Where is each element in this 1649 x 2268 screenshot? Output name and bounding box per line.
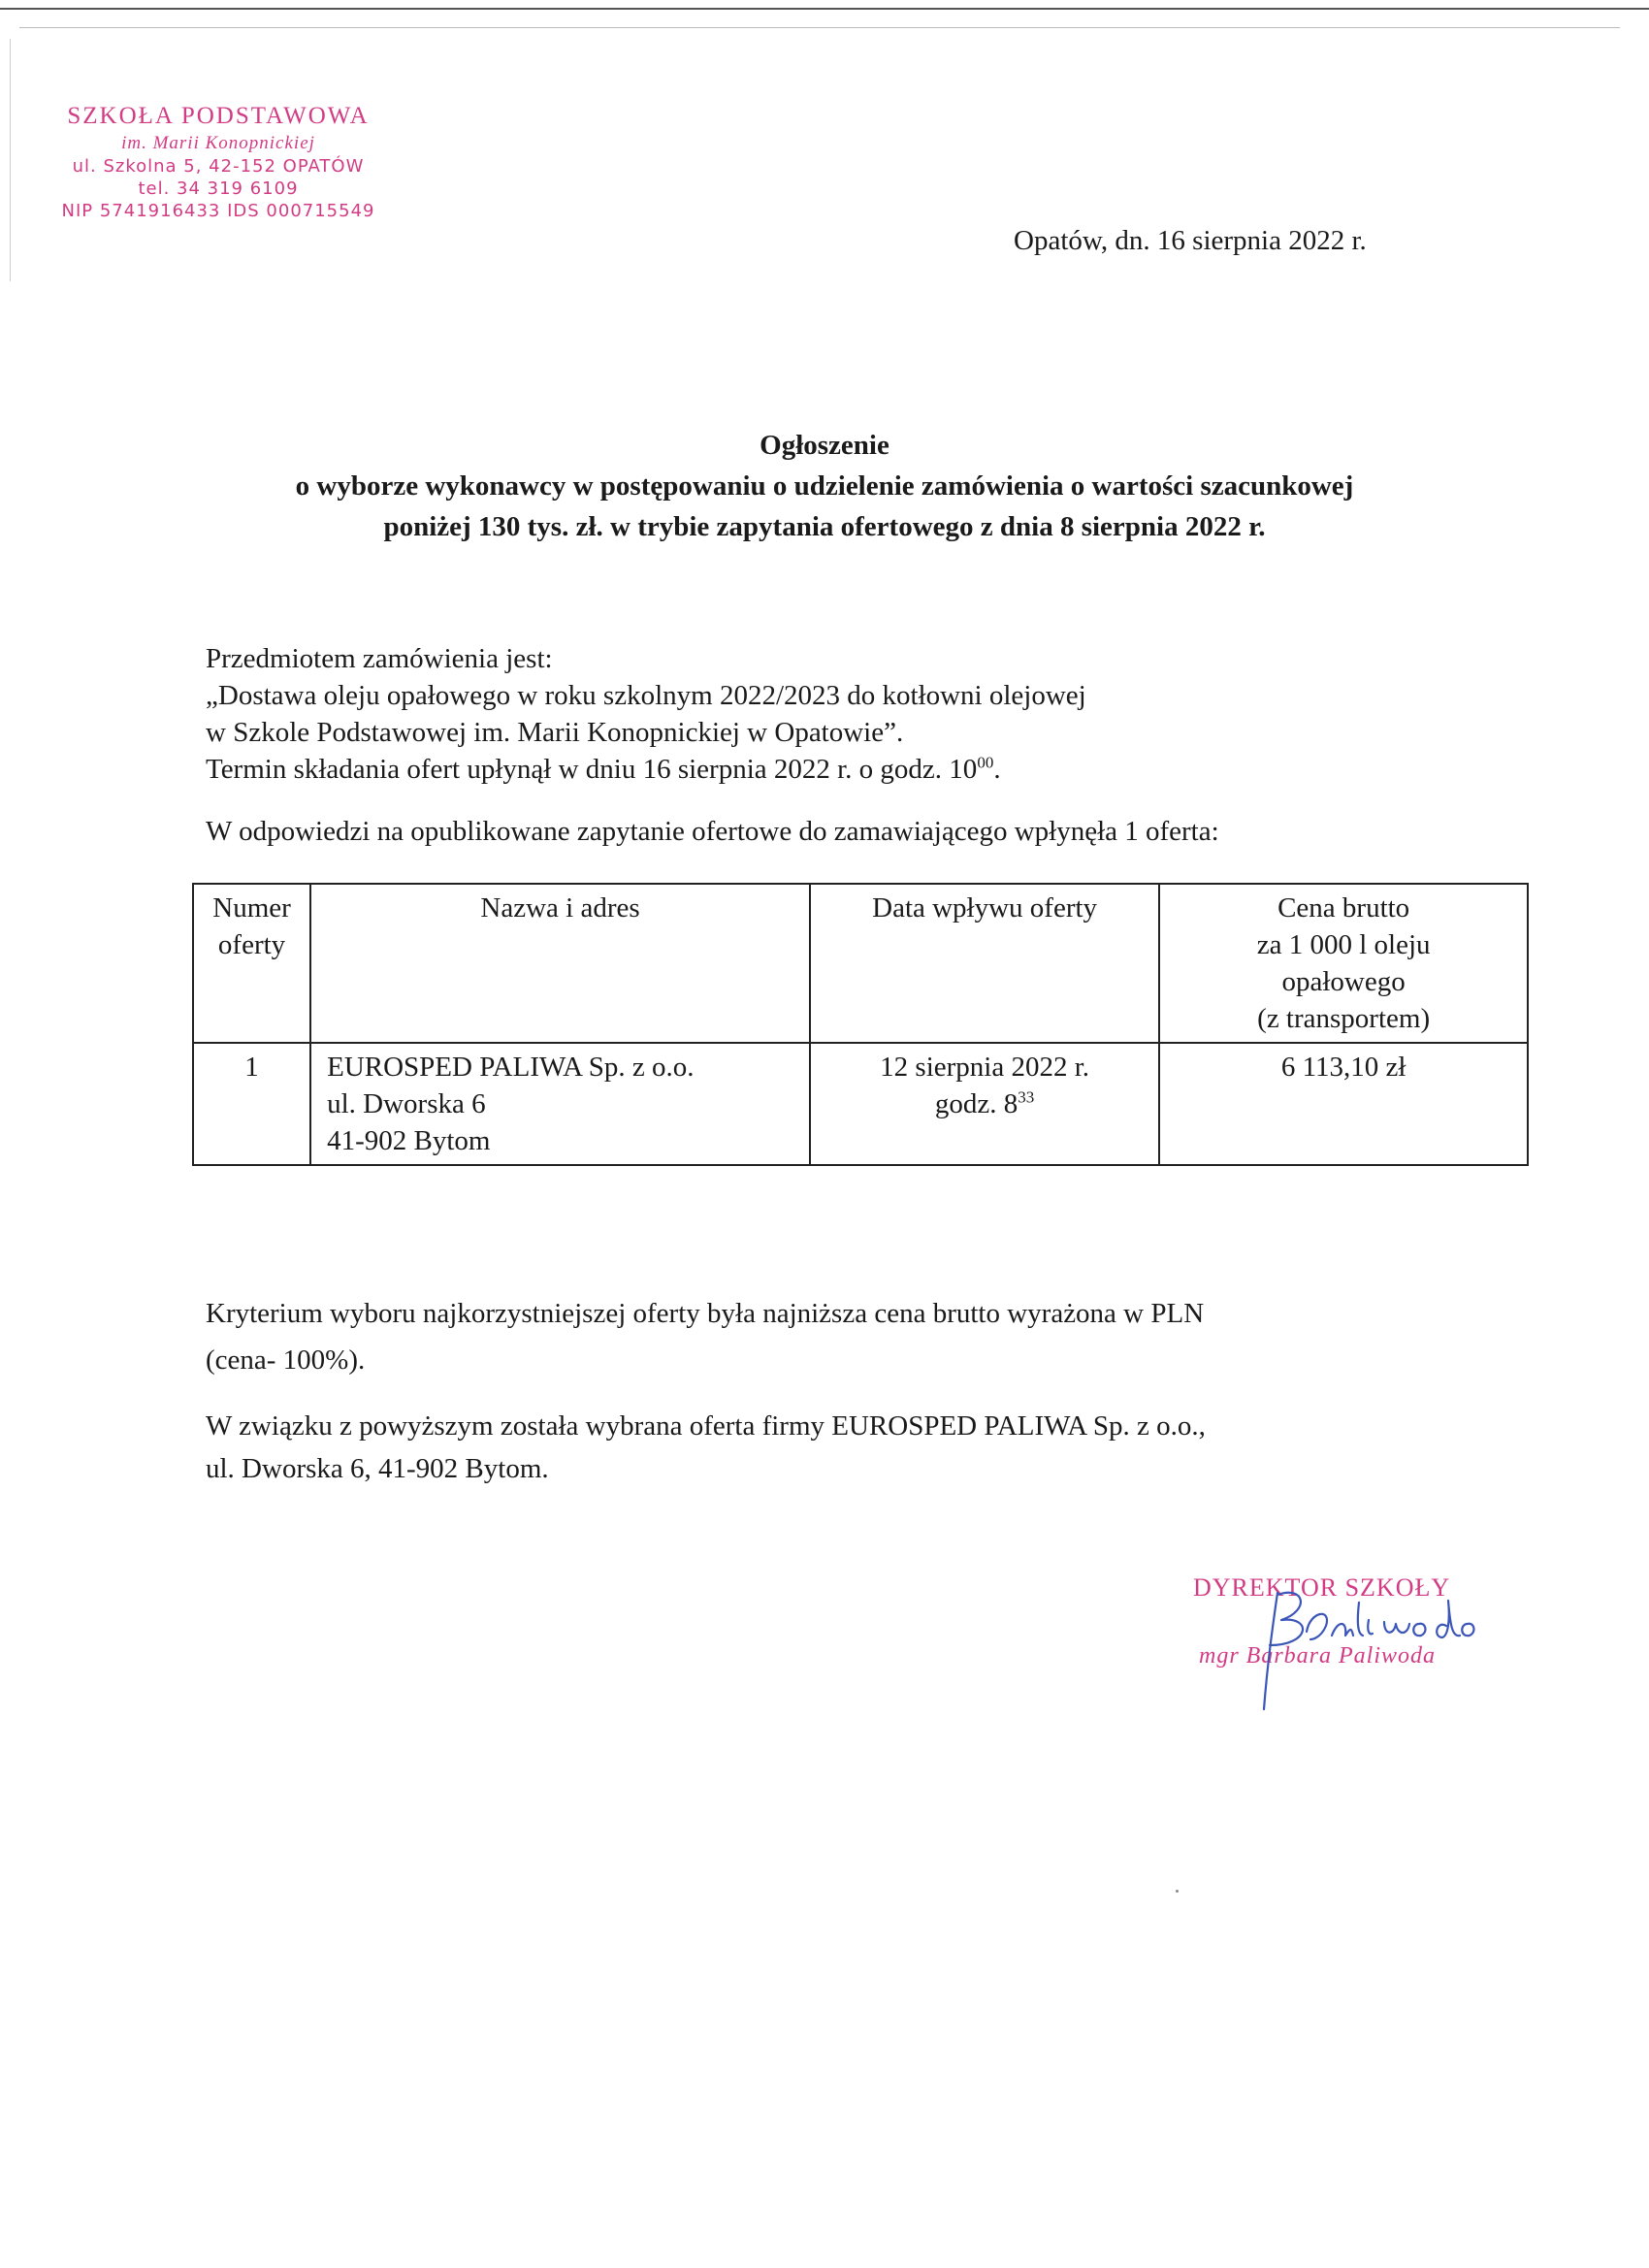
title-subject-line2: poniżej 130 tys. zł. w trybie zapytania ofertowego z dnia 8 sierpnia 2022 r. <box>383 511 1266 542</box>
selection-line2: ul. Dworska 6, 41-902 Bytom. <box>206 1453 549 1484</box>
header-offer-number: Numer oferty <box>193 884 310 1043</box>
offer-price: 6 113,10 zł <box>1159 1043 1528 1165</box>
selected-offer <box>206 1405 1447 1490</box>
scan-border-top <box>0 8 1649 10</box>
criterion-line2: (cena- 100%). <box>206 1345 366 1376</box>
criterion-line1: Kryterium wyboru najkorzystniejszej oferty była najniższa cena brutto wyrażona w PLN <box>206 1298 1205 1329</box>
title-heading: Ogłoszenie <box>760 430 889 461</box>
title-subject-line1: o wyborze wykonawcy w postępowaniu o udzielenie zamówienia o wartości szacunkowej <box>295 470 1354 502</box>
stamp-phone: tel. 34 319 6109 <box>138 178 299 200</box>
scan-speck <box>1176 1890 1179 1893</box>
director-stamp-name: mgr Barbara Paliwoda <box>1199 1643 1437 1669</box>
director-stamp-title: DYREKTOR SZKOŁY <box>1193 1573 1451 1602</box>
header-name-address: Nazwa i adres <box>310 884 810 1043</box>
subject-description-line2: w Szkole Podstawowej im. Marii Konopnickiej w Opatowie”. <box>206 717 904 748</box>
offer-company: EUROSPED PALIWA Sp. z o.o. <box>327 1052 695 1083</box>
document-date: Opatów, dn. 16 sierpnia 2022 r. <box>1014 225 1367 256</box>
school-stamp <box>39 101 398 222</box>
scan-border-left <box>10 39 11 281</box>
stamp-school-name: SZKOŁA PODSTAWOWA <box>67 103 370 129</box>
table-row <box>193 1043 1528 1165</box>
selection-line1: W związku z powyższym została wybrana oferta firmy EUROSPED PALIWA Sp. z o.o., <box>206 1410 1206 1442</box>
stamp-patron: im. Marii Konopnickiej <box>121 133 315 153</box>
stamp-address: ul. Szkolna 5, 42-152 OPATÓW <box>72 156 365 178</box>
document-title <box>146 425 1504 547</box>
offers-table <box>192 883 1529 1166</box>
submission-deadline: Termin składania ofert upłynął w dniu 16 sierpnia 2022 r. o godz. $10^{00}$. <box>206 753 1001 785</box>
header-receipt-date: Data wpływu oferty <box>810 884 1159 1043</box>
offer-name-address <box>310 1043 810 1165</box>
offer-city: 41-902 Bytom <box>327 1125 491 1156</box>
stamp-tax-ids: NIP 5741916433 IDS 000715549 <box>61 201 375 222</box>
scan-border-line <box>19 27 1620 28</box>
handwritten-signature <box>1217 1581 1489 1717</box>
subject-description-line1: „Dostawa oleju opałowego w roku szkolnym 2022/2023 do kotłowni olejowej <box>206 680 1086 711</box>
responses-text: W odpowiedzi na opublikowane zapytanie ofertowe do zamawiającego wpłynęła 1 oferta: <box>206 816 1219 847</box>
header-gross-price: Cena brutto za 1 000 l oleju opałowego (z transportem) <box>1159 884 1528 1043</box>
deadline-minutes: 00 <box>977 753 994 772</box>
selection-criterion <box>206 1290 1447 1383</box>
offer-number: 1 <box>193 1043 310 1165</box>
offer-receipt-date: 12 sierpnia 2022 r. godz. $8^{33}$ <box>810 1043 1159 1165</box>
order-subject <box>206 640 1447 788</box>
subject-intro: Przedmiotem zamówienia jest: <box>206 643 553 674</box>
table-header-row <box>193 884 1528 1043</box>
offer-street: ul. Dworska 6 <box>327 1088 486 1119</box>
